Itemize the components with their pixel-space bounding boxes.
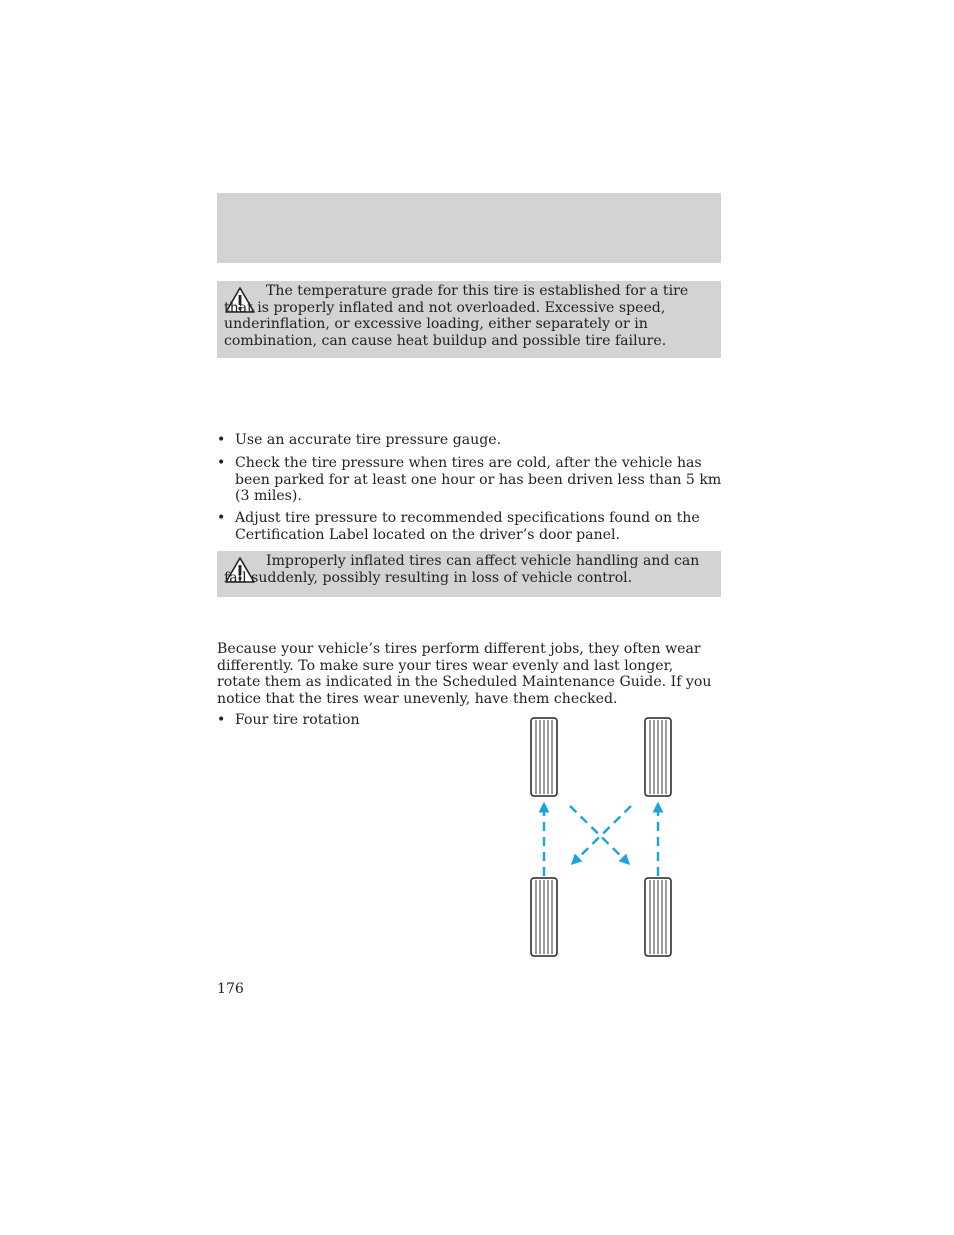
- rotation-paragraph: Because your vehicle’s tires perform different jobs, they often wear differently. To make sure your tires wear evenly and last longer, rotate them as indicated in the Scheduled Maintenance Guide. If you notice that the tires wear unevenly, have them checked.: [217, 641, 712, 707]
- tire-rear-left-icon: [531, 878, 557, 956]
- section-header-band: [217, 193, 721, 263]
- tire-rotation-diagram: [520, 712, 690, 962]
- list-item-text: Four tire rotation: [235, 712, 360, 728]
- warning-box-temperature: [217, 281, 721, 358]
- tire-front-left-icon: [531, 718, 557, 796]
- list-item-text: Check the tire pressure when tires are cold, after the vehicle has been parked for at least one hour or has been driven less than 5 km (3 miles).: [235, 455, 722, 504]
- list-item-text: Adjust tire pressure to recommended specifications found on the Certification Label located on the driver’s door panel.: [235, 510, 700, 543]
- warning-box-inflation: [217, 551, 721, 597]
- bullet-glyph: •: [217, 455, 226, 471]
- list-item-text: Use an accurate tire pressure gauge.: [235, 432, 502, 448]
- warning-text: Improperly inflated tires can affect vehicle handling and can fail suddenly, possibly resulting in loss of vehicle control.: [224, 553, 700, 586]
- tire-rear-right-icon: [645, 878, 671, 956]
- rotation-arrow-cross-left: [574, 806, 631, 862]
- page-number: 176: [217, 981, 244, 997]
- tire-front-right-icon: [645, 718, 671, 796]
- bullet-glyph: •: [217, 510, 226, 526]
- bullet-glyph: •: [217, 712, 226, 728]
- bullet-glyph: •: [217, 432, 226, 448]
- rotation-arrow-cross-right: [570, 806, 627, 862]
- warning-text: The temperature grade for this tire is established for a tire that is properly inflated and not overloaded. Excessive speed, underinflation, or excessive loading, either separately or in combination, can cause heat buildup and possible tire failure.: [224, 283, 689, 349]
